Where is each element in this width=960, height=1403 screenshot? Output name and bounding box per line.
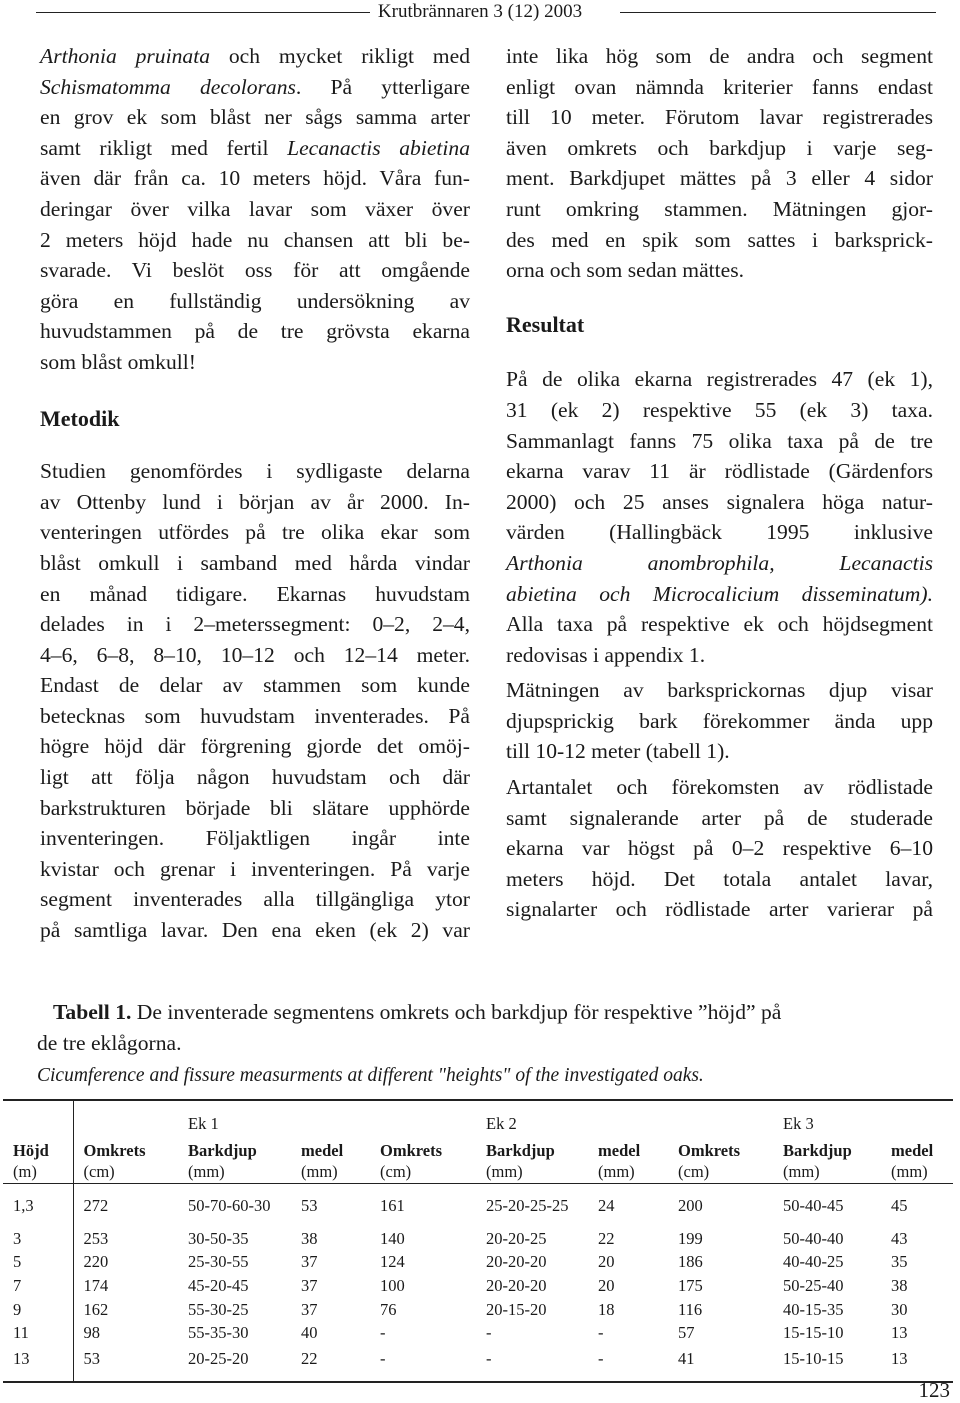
table-cell: 22 <box>291 1345 370 1382</box>
data-table <box>3 1099 953 1383</box>
table-cell: 3 <box>3 1227 73 1251</box>
table-cell: 199 <box>678 1228 703 1248</box>
text-line: ekarna varav 11 är rödlistade (Gärdenfors <box>506 459 933 484</box>
table-row <box>3 1251 953 1275</box>
text-line: Studien genomfördes i sydligaste delarna <box>40 459 470 484</box>
results-paragraph-1 <box>506 364 933 670</box>
text-line: kvistar och grenar i inventeringen. På varje <box>40 856 470 881</box>
table-cell: 55-35-30 <box>188 1323 249 1343</box>
table-cell: 40 <box>301 1323 318 1343</box>
text-line: på samtliga lavar. Den ena eken (ek 2) var <box>40 918 470 943</box>
table-cell: 186 <box>678 1252 703 1272</box>
table-cell <box>73 1100 178 1141</box>
text-line: ekarna var högst på 0–2 respektive 6–10 <box>506 836 933 861</box>
text-line: Sammanlagt fanns 75 olika taxa på de tre <box>506 428 933 453</box>
table-cell: 40-40-25 <box>783 1252 844 1272</box>
table-cell: 13 <box>891 1323 908 1343</box>
table-cell: 38 <box>891 1275 908 1295</box>
table-cell: 37 <box>301 1275 318 1295</box>
table-cell: medel <box>598 1141 641 1160</box>
text-line: värden (Hallingbäck 1995 inklusive <box>506 520 933 545</box>
table-cell: 37 <box>301 1299 318 1319</box>
text-line: barkstrukturen började bli slätare upphörde <box>40 795 470 820</box>
text-line: des med en spik som sattes i barksprick- <box>506 227 933 252</box>
table-caption-line1: De inventerade segmentens omkrets och barkdjup för respektive ”höjd” på <box>131 1000 782 1024</box>
results-heading: Resultat <box>506 311 585 337</box>
text-line: signalarter och rödlistade arter varierar på <box>506 897 933 922</box>
table-cell: (mm) <box>291 1161 370 1184</box>
table-cell: 50-25-40 <box>783 1275 844 1295</box>
table-cell: 200 <box>678 1195 703 1215</box>
table-cell: - <box>486 1323 492 1343</box>
text-line: segment inventerades alla tillgängliga ytor <box>40 887 470 912</box>
table-cell: 43 <box>891 1228 908 1248</box>
text-line: betecknas som huvudstam inventerades. På <box>40 703 470 728</box>
table-cell: (mm) <box>881 1161 953 1184</box>
text-line: även där från ca. 10 meters höjd. Våra fun- <box>40 166 470 191</box>
table-cell: - <box>588 1345 668 1382</box>
table-cell: 38 <box>301 1228 318 1248</box>
table-cell: 7 <box>3 1274 73 1298</box>
text-line: runt omkring stammen. Mätningen gjor- <box>506 196 933 221</box>
text-line: till 10-12 meter (tabell 1). <box>506 739 730 764</box>
text-line: deringar över vilka lavar som växer över <box>40 196 470 221</box>
table-cell: 116 <box>678 1299 703 1319</box>
table-cell: (mm) <box>588 1161 668 1184</box>
text-line: huvudstammen på de tre grövsta ekarna <box>40 319 470 344</box>
table-cell: Höjd <box>3 1141 73 1161</box>
text-line: en månad tidigare. Ekarnas huvudstam <box>40 581 470 606</box>
table-cell <box>370 1100 476 1141</box>
journal-header <box>0 0 960 24</box>
text-line: högre höjd där förgrening gjorde det omöj- <box>40 734 470 759</box>
table-cell: 53 <box>73 1345 178 1382</box>
table-cell: 50-70-60-30 <box>188 1195 271 1215</box>
table-cell: 20 <box>598 1252 615 1272</box>
table-cell: 220 <box>83 1252 109 1272</box>
table-cell: medel <box>891 1141 934 1160</box>
table-cell: 124 <box>380 1252 405 1272</box>
table-cell: 11 <box>3 1321 73 1345</box>
text-line: även omkrets och barkdjup i varje seg- <box>506 135 933 160</box>
table-cell: 15-10-15 <box>773 1345 881 1382</box>
table-cell: 253 <box>83 1228 109 1248</box>
text-line: abietina och Microcalicium disseminatum). <box>506 581 933 606</box>
table-cell <box>668 1100 773 1141</box>
table-cell: 20-25-20 <box>178 1345 291 1382</box>
table-cell: 1,3 <box>3 1184 73 1228</box>
text-line: samt rikligt med fertil Lecanactis abietina <box>40 135 470 160</box>
text-line: 2000) och 25 anses signalera höga natur- <box>506 489 933 514</box>
table-cell: - <box>598 1323 604 1343</box>
table-row <box>3 1345 953 1382</box>
intro-paragraph <box>40 41 470 378</box>
text-line: djupsprickig bark förekommer ända upp <box>506 708 933 733</box>
table-row <box>3 1321 953 1345</box>
text-line: göra en fullständig undersökning av <box>40 288 470 313</box>
text-line: av Ottenby lund i början av år 2000. In- <box>40 489 470 514</box>
table-cell: 20-20-20 <box>486 1252 547 1272</box>
table-group-header-row <box>3 1100 953 1141</box>
table-cell: 25-30-55 <box>188 1252 249 1272</box>
table-cell: 5 <box>3 1251 73 1275</box>
table-cell: Omkrets <box>678 1141 741 1160</box>
text-line: meters höjd. Det totala antalet lavar, <box>506 866 933 891</box>
table-cell: 35 <box>891 1252 908 1272</box>
left-column <box>40 41 470 946</box>
results-paragraph-3 <box>506 772 933 925</box>
table-cell: 55-30-25 <box>188 1299 249 1319</box>
table-row <box>3 1227 953 1251</box>
text-line: Mätningen av barksprickornas djup visar <box>506 678 933 703</box>
text-line: Artantalet och förekomsten av rödlistade <box>506 775 933 800</box>
table-cell: 25-20-25-25 <box>486 1195 569 1215</box>
text-line: enligt ovan nämnda kriterier fanns endast <box>506 74 933 99</box>
text-line: Endast de delar av stammen som kunde <box>40 673 470 698</box>
table-cell: 53 <box>301 1195 318 1215</box>
table-row <box>3 1298 953 1322</box>
table-cell: 15-15-10 <box>783 1323 844 1343</box>
table-group-header: Ek 3 <box>773 1100 953 1141</box>
text-line: till 10 meter. Förutom lavar registrerades <box>506 105 933 130</box>
table-cell: Barkdjup <box>486 1141 555 1160</box>
table-cell: (mm) <box>476 1161 588 1184</box>
table-group-header: Ek 1 <box>178 1100 370 1141</box>
text-line: samt signalerande arter på de studerade <box>506 805 933 830</box>
table-cell: 24 <box>598 1195 615 1215</box>
table-group-header: Ek 2 <box>476 1100 668 1141</box>
table-cell: (mm) <box>773 1161 881 1184</box>
table-cell: 30-50-35 <box>188 1228 249 1248</box>
table-cell: 13 <box>881 1345 953 1382</box>
table-cell: 20-20-25 <box>486 1228 547 1248</box>
text-line: inte lika hög som de andra och segment <box>506 44 933 68</box>
table-cell: 30 <box>891 1299 908 1319</box>
table-cell: 98 <box>83 1323 100 1343</box>
text-line: På de olika ekarna registrerades 47 (ek 1), <box>506 367 933 392</box>
table-cell: 100 <box>380 1275 405 1295</box>
table-caption-english: Cicumference and fissure measurments at different "heights" of the investigated oaks. <box>37 1065 704 1086</box>
journal-title: Krutbrännaren 3 (12) 2003 <box>370 1 590 22</box>
table-cell: Barkdjup <box>783 1141 852 1160</box>
text-line: 4–6, 6–8, 8–10, 10–12 och 12–14 meter. <box>40 642 470 667</box>
text-line: en grov ek som blåst ner sågs samma arter <box>40 105 470 130</box>
table-cell: - <box>370 1345 476 1382</box>
right-column <box>506 41 933 925</box>
table-cell: - <box>476 1345 588 1382</box>
text-line: Arthonia anombrophila, Lecanactis <box>506 550 933 575</box>
table-header-row <box>3 1141 953 1161</box>
methods-continued-paragraph <box>506 41 933 286</box>
table-cell: 162 <box>83 1299 109 1319</box>
table-cell: 140 <box>380 1228 405 1248</box>
table-cell: 57 <box>678 1323 695 1343</box>
text-line: inventeringen. Följaktligen ingår inte <box>40 826 470 851</box>
results-paragraph-2 <box>506 675 933 767</box>
text-line: svarade. Vi beslöt oss för att omgående <box>40 258 470 283</box>
table-caption-line2: de tre eklågorna. <box>37 1031 182 1055</box>
table-cell: (cm) <box>370 1161 476 1184</box>
table-cell: 175 <box>678 1275 703 1295</box>
table-cell: Omkrets <box>83 1141 146 1160</box>
table-cell: (mm) <box>178 1161 291 1184</box>
text-line: som blåst omkull! <box>40 349 196 374</box>
table-cell: (m) <box>3 1161 73 1184</box>
table-cell: - <box>380 1323 386 1343</box>
table-cell: 37 <box>301 1252 318 1272</box>
table-cell: Barkdjup <box>188 1141 257 1160</box>
table-cell: 174 <box>83 1275 109 1295</box>
table-cell: 40-15-35 <box>783 1299 844 1319</box>
text-line: venteringen utfördes på tre olika ekar som <box>40 520 470 545</box>
table-cell: 13 <box>3 1345 73 1382</box>
table-cell: 45-20-45 <box>188 1275 249 1295</box>
page-number: 123 <box>918 1378 950 1402</box>
table-caption <box>37 997 937 1059</box>
table-cell <box>3 1100 73 1141</box>
table-units-row <box>3 1161 953 1184</box>
table-cell: 18 <box>598 1299 615 1319</box>
table-cell: 45 <box>891 1195 908 1215</box>
text-line: Arthonia pruinata och mycket rikligt med <box>40 44 470 68</box>
text-line: delades in i 2–meterssegment: 0–2, 2–4, <box>40 612 470 637</box>
text-line: Alla taxa på respektive ek och höjdsegment <box>506 612 933 637</box>
table-cell: Omkrets <box>380 1141 443 1160</box>
table-cell: 41 <box>668 1345 773 1382</box>
text-line: redovisas i appendix 1. <box>506 642 706 667</box>
table-cell: 9 <box>3 1298 73 1322</box>
table-cell: 50-40-40 <box>783 1228 844 1248</box>
table-caption-label: Tabell 1. <box>53 1000 132 1024</box>
table-cell: (cm) <box>668 1161 773 1184</box>
text-line: 31 (ek 2) respektive 55 (ek 3) taxa. <box>506 397 933 422</box>
methods-paragraph <box>40 456 470 946</box>
table-cell: 76 <box>380 1299 397 1319</box>
table-cell: (cm) <box>73 1161 178 1184</box>
text-line: orna och som sedan mättes. <box>506 258 745 283</box>
table-cell: medel <box>301 1141 344 1160</box>
table-cell: 20-15-20 <box>486 1299 547 1319</box>
text-line: 2 meters höjd hade nu chansen att bli be- <box>40 227 470 252</box>
table-row <box>3 1274 953 1298</box>
table-cell: 272 <box>83 1195 109 1215</box>
text-line: blåst omkull i samband med hårda vindar <box>40 550 470 575</box>
methods-heading: Metodik <box>40 405 120 431</box>
table-cell: 20-20-20 <box>486 1275 547 1295</box>
text-line: Schismatomma decolorans. På ytterligare <box>40 74 470 99</box>
table-cell: 20 <box>598 1275 615 1295</box>
table-cell: 161 <box>380 1195 405 1215</box>
table-cell: 50-40-45 <box>783 1195 844 1215</box>
text-line: ment. Barkdjupet mättes på 3 eller 4 sidor <box>506 166 933 191</box>
text-line: ligt att följa någon huvudstam och där <box>40 765 470 790</box>
table-cell: 22 <box>598 1228 615 1248</box>
table-row <box>3 1184 953 1228</box>
